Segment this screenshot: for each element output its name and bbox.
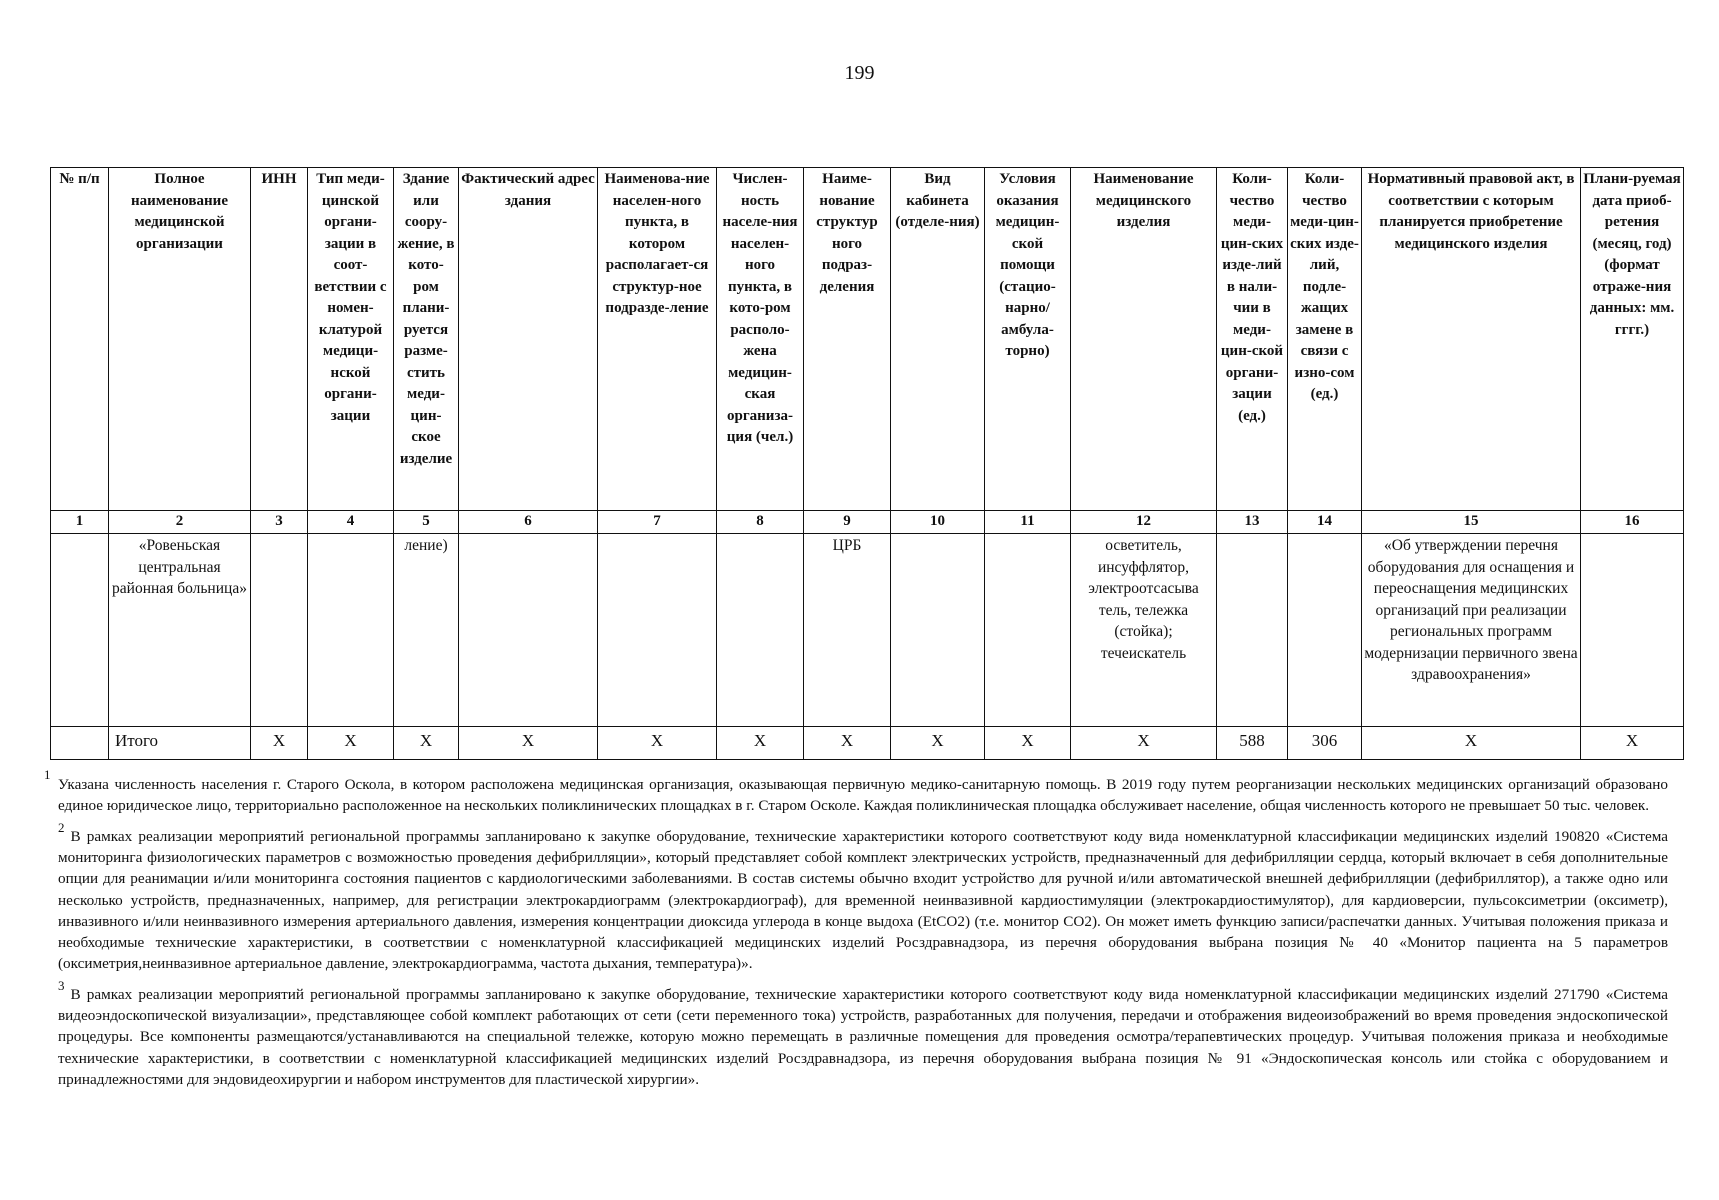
table-cell	[459, 534, 598, 727]
header-cell: Числен-ность населе-ния населен-ного пункта, в кото-ром располо-жена медицин-ская организа-ция (чел.)	[717, 168, 804, 511]
total-cell: X	[1581, 727, 1684, 760]
table-cell	[1217, 534, 1288, 727]
table-row	[51, 534, 1684, 727]
page-number: 199	[844, 62, 875, 84]
table-cell	[717, 534, 804, 727]
footnote-text: В рамках реализации мероприятий региональной программы запланировано к закупке оборудование, технические характеристики которого соответствуют коду вида номенклатурной классификации медицинских изделий 271790 «Система видеоэндоскопической визуализации», представляющее собой комплект работающих от сети (сети переменного тока) устройств, разработанных для получения, передачи и отображения видеоизображений во время проведения эндоскопической процедуры. Все компоненты размещаются/устанавливаются на специальной тележке, которую можно перемещать в различные помещения для проведения осмотра/терапевтических процедур. Учитывая положения приказа и необходимые технические характеристики, в соответствии с номенклатурной классификацией медицинских изделий Росздравнадзора, из перечня оборудования выбрана позиция № 91 «Эндоскопическая консоль или стойка с оборудованием и принадлежностями для эндовидеохирургии и набором инструментов для пластической хирургии».	[58, 985, 1668, 1088]
footnote-3	[58, 978, 1668, 1091]
header-cell: Нормативный правовой акт, в соответствии с которым планируется приобретение медицинского изделия	[1362, 168, 1581, 511]
header-cell: Наиме-нование структур ного подраз-деления	[804, 168, 891, 511]
header-cell: Плани-руемая дата приоб-ретения (месяц, год) (формат отраже-ния данных: мм. гггг.)	[1581, 168, 1684, 511]
header-cell: Фактический адрес здания	[459, 168, 598, 511]
total-cell: X	[308, 727, 394, 760]
table-cell	[51, 534, 109, 727]
total-cell: X	[598, 727, 717, 760]
column-number: 7	[598, 511, 717, 534]
header-cell: Тип меди-цинской органи-зации в соот-ветствии с номен-клатурой медици-нской органи-зации	[308, 168, 394, 511]
total-cell: X	[1362, 727, 1581, 760]
column-number-row	[51, 511, 1684, 534]
total-cell: X	[459, 727, 598, 760]
header-cell: Условия оказания медицин-ской помощи (стацио-нарно/ амбула-торно)	[985, 168, 1071, 511]
footnote-mark: 3	[58, 977, 65, 993]
column-number: 3	[251, 511, 308, 534]
total-cell: X	[891, 727, 985, 760]
header-cell: Наименова-ние населен-ного пункта, в котором располагает-ся структур-ное подразде-ление	[598, 168, 717, 511]
table-cell	[985, 534, 1071, 727]
column-number: 2	[109, 511, 251, 534]
building-cell: ление)	[394, 534, 459, 727]
total-cell: X	[1071, 727, 1217, 760]
total-replacement-count: 306	[1288, 727, 1362, 760]
total-cell: X	[804, 727, 891, 760]
footnote-mark: 1	[44, 767, 51, 782]
device-name-cell: осветитель, инсуффлятор, электроотсасыва тель, тележка (стойка); течеискатель	[1071, 534, 1217, 727]
footnote-1	[44, 767, 1668, 817]
table-cell	[1581, 534, 1684, 727]
column-number: 13	[1217, 511, 1288, 534]
header-cell: Коли-чество меди-цин-ских изде-лий в нали-чии в меди-цин-ской органи-зации (ед.)	[1217, 168, 1288, 511]
total-available-count: 588	[1217, 727, 1288, 760]
total-cell	[51, 727, 109, 760]
header-cell: Коли-чество меди-цин-ских изде-лий, подле-жащих замене в связи с изно-сом (ед.)	[1288, 168, 1362, 511]
total-cell: X	[251, 727, 308, 760]
footnote-2	[58, 820, 1668, 975]
column-number: 9	[804, 511, 891, 534]
column-number: 10	[891, 511, 985, 534]
table-cell	[891, 534, 985, 727]
column-number: 14	[1288, 511, 1362, 534]
total-label: Итого	[109, 727, 251, 760]
header-cell: Полное наименование медицинской организации	[109, 168, 251, 511]
column-number: 6	[459, 511, 598, 534]
organization-name-cell: «Ровеньская центральная районная больница»	[109, 534, 251, 727]
header-row	[51, 168, 1684, 511]
table-cell	[251, 534, 308, 727]
total-row	[51, 727, 1684, 760]
column-number: 12	[1071, 511, 1217, 534]
legal-act-cell: «Об утверждении перечня оборудования для оснащения и переоснащения медицинских организаций при реализации региональных программ модернизации первичного звена здравоохранения»	[1362, 534, 1581, 727]
header-cell: Вид кабинета (отделе-ния)	[891, 168, 985, 511]
column-number: 8	[717, 511, 804, 534]
table-cell	[598, 534, 717, 727]
column-number: 1	[51, 511, 109, 534]
header-cell: № п/п	[51, 168, 109, 511]
header-cell: ИНН	[251, 168, 308, 511]
footnote-mark: 2	[58, 819, 65, 835]
total-cell: X	[985, 727, 1071, 760]
total-cell: X	[717, 727, 804, 760]
footnote-text: В рамках реализации мероприятий региональной программы запланировано к закупке оборудование, технические характеристики которого соответствуют коду вида номенклатурной классификации медицинских изделий 190820 «Система мониторинга физиологических параметров с возможностью проведения дефибрилляции», который представляет собой комплект электрических устройств, предназначенный для дефибрилляции сердца, который включает в себя дополнительные опции для реанимации и/или мониторинга состояния пациентов с кардиологическими заболеваниями. В состав системы обычно входит устройство для ручной и/или автоматической внешней дефибрилляции (дефибриллятор), а также одно или несколько устройств, предназначенных, например, для регистрации электрокардиограмм (электрокардиограф), для временной неинвазивной кардиостимуляции (электрокардиостимулятор), для кардиоверсии, пульсоксиметрии (оксиметр), инвазивного и/или неинвазивного измерения артериального давления, измерения концентрации диоксида углерода в конце выдоха (EtCO2) (т.е. монитор CO2). Он может иметь функцию записи/распечатки данных. Учитывая положения приказа и необходимые технические характеристики, в соответствии с номенклатурной классификацией медицинских изделий Росздравнадзора, из перечня оборудования выбрана позиция № 40 «Монитор пациента на 5 параметров (оксиметрия,неинвазивное артериальное давление, электрокардиограмма, частота дыхания, температура)».	[58, 827, 1668, 973]
table-cell	[1288, 534, 1362, 727]
equipment-table	[50, 167, 1684, 760]
table-cell	[308, 534, 394, 727]
column-number: 4	[308, 511, 394, 534]
footnote-text: Указана численность населения г. Старого Оскола, в котором расположена медицинская организация, оказывающая первичную медико-санитарную помощь. В 2019 году путем реорганизации нескольких медицинских организаций образовано единое юридическое лицо, территориально расположенное на нескольких поликлинических площадках в г. Старом Осколе. Каждая поликлиническая площадка обслуживает население, общая численность которого не превышает 50 тыс. человек.	[58, 776, 1668, 815]
column-number: 15	[1362, 511, 1581, 534]
subdivision-cell: ЦРБ	[804, 534, 891, 727]
total-cell: X	[394, 727, 459, 760]
column-number: 5	[394, 511, 459, 534]
header-cell: Наименование медицинского изделия	[1071, 168, 1217, 511]
column-number: 16	[1581, 511, 1684, 534]
footnotes	[44, 767, 1668, 1093]
header-cell: Здание или соору-жение, в кото-ром плани-руется разме-стить меди-цин-ское изделие	[394, 168, 459, 511]
column-number: 11	[985, 511, 1071, 534]
